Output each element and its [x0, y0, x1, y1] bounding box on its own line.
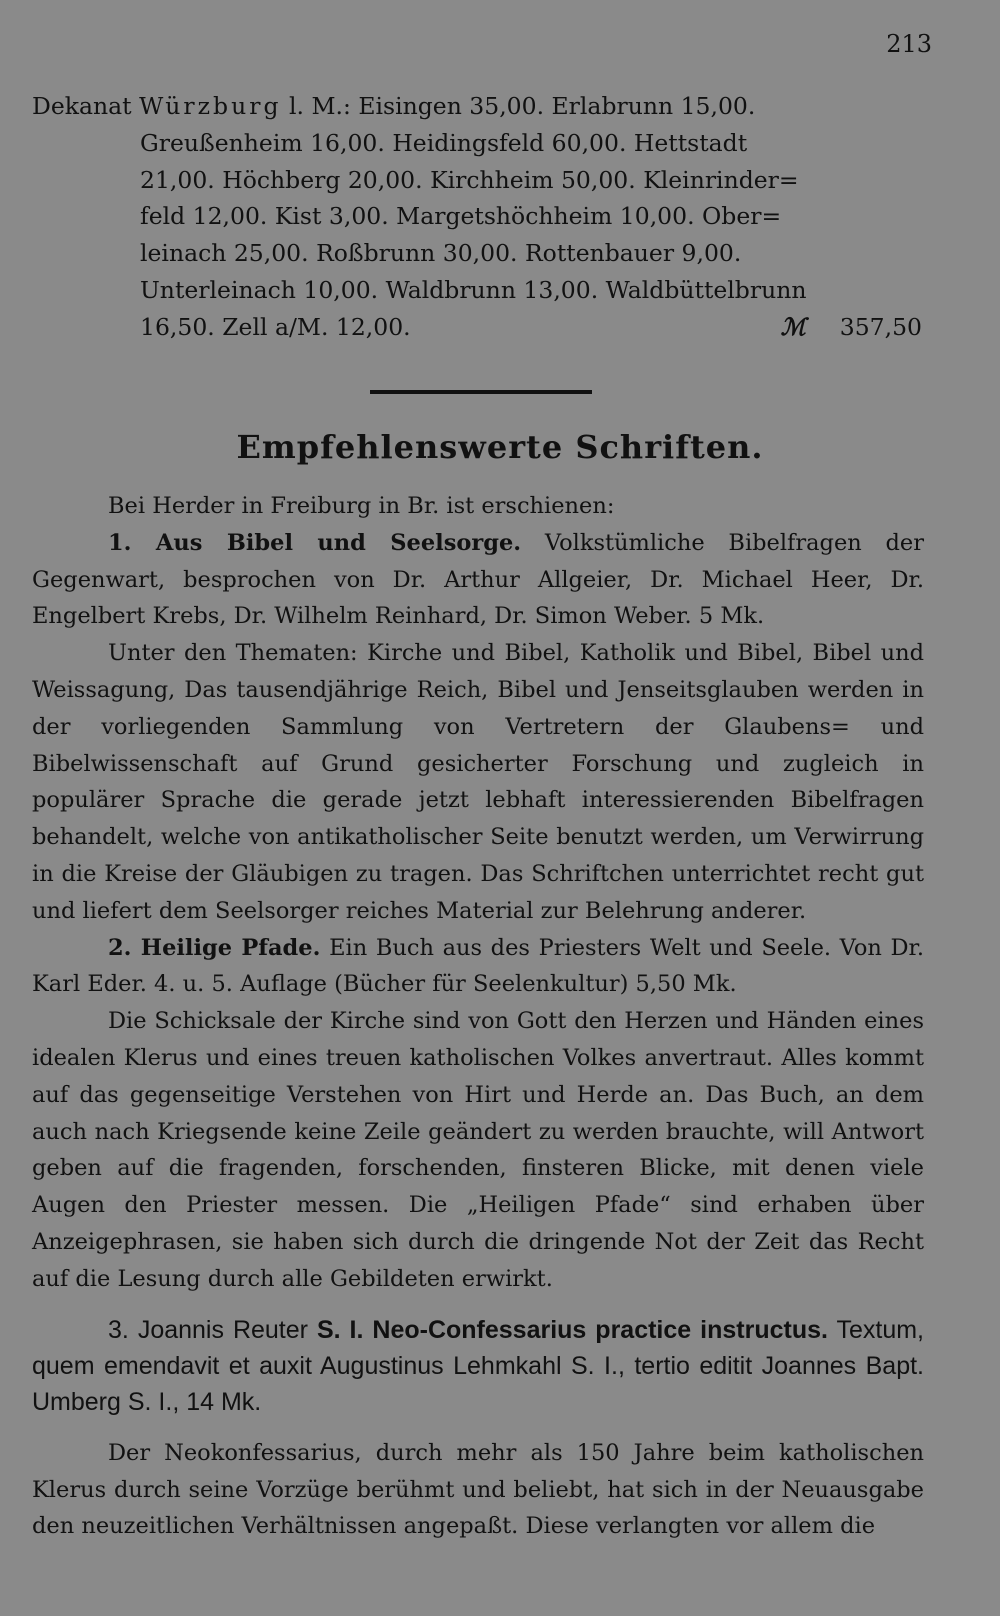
- publisher-intro: Bei Herder in Freiburg in Br. ist erschienen:: [108, 493, 615, 519]
- spacer: [32, 1421, 924, 1435]
- deanery-first-line: [32, 88, 922, 125]
- deanery-donations: [32, 88, 922, 346]
- item-2-entry: [32, 930, 924, 1004]
- deanery-line: Greußenheim 16,00. Heidingsfeld 60,00. Hettstadt: [140, 128, 748, 157]
- deanery-last-line: [32, 309, 922, 346]
- item-3-description: Der Neokonfessarius, durch mehr als 150 Jahre beim katholischen Klerus durch seine Vorzüge berühmt und beliebt, hat sich in der Neuausgabe den neuzeitlichen Verhältnissen angepaßt. Diese verlangten vor allem die: [32, 1439, 924, 1540]
- spacer: [32, 1298, 924, 1312]
- deanery-suffix: l. M.:: [288, 92, 351, 120]
- mark-symbol: ℳ: [780, 312, 806, 341]
- item-2-description: Die Schicksale der Kirche sind von Gott den Herzen und Händen eines idealen Klerus und eines treuen katholischen Volkes anvertraut. Alles kommt auf das gegenseitige Verstehen von Hirt und Herde an. Das Buch, an dem auch nach Kriegsende keine Zeile geändert zu werden brauchte, will Antwort geben auf die fragenden, forschenden, finsteren Blicke, mit denen viele Augen den Priester messen. Die „Heiligen Pfade“ sind erhaben über Anzeigephrasen, sie haben sich durch die dringende Not der Zeit das Recht auf die Lesung durch alle Gebildeten erwirkt.: [32, 1008, 924, 1292]
- item-3-number: 3. Joannis Reuter: [108, 1315, 308, 1344]
- page-number: 213: [886, 30, 932, 58]
- section-divider: [370, 390, 592, 394]
- item-1-details: Volkstümliche Bibelfragen der Gegenwart, besprochen von Dr. Arthur Allgeier, Dr. Michael Heer, Dr. Engelbert Krebs, Dr. Wilhelm Reinhard, Dr. Simon Weber. 5 Mk.: [32, 529, 924, 630]
- item-2-title: 2. Heilige Pfade.: [108, 934, 321, 961]
- recommendations-body: [32, 488, 924, 1545]
- item-2-details: Ein Buch aus des Priesters Welt und Seele. Von Dr. Karl Eder. 4. u. 5. Auflage (Bücher für Seelenkultur) 5,50 Mk.: [32, 934, 924, 998]
- deanery-line: leinach 25,00. Roßbrunn 30,00. Rottenbauer 9,00.: [140, 239, 742, 268]
- item-3-title: S. I. Neo-Confessarius practice instructus.: [316, 1315, 828, 1344]
- item-3-details: Textum, quem emendavit et auxit Augustinus Lehmkahl S. I., tertio editit Joannes Bapt. Umberg S. I., 14 Mk.: [32, 1315, 924, 1417]
- total-amount: 357,50: [839, 312, 922, 341]
- deanery-line: 21,00. Höchberg 20,00. Kirchheim 50,00. Kleinrinder=: [140, 165, 799, 194]
- item-1-title: 1. Aus Bibel und Seelsorge.: [108, 529, 522, 556]
- deanery-last-text: 16,50. Zell a/M. 12,00.: [140, 312, 411, 341]
- item-1-entry: [32, 525, 924, 635]
- deanery-name: Würzburg: [139, 92, 282, 120]
- item-1-description: Unter den Thematen: Kirche und Bibel, Katholik und Bibel, Bibel und Weissagung, Das tausendjährige Reich, Bibel und Jenseitsglauben werden in der vorliegenden Sammlung von Vertretern der Glaubens= und Bibelwissenschaft auf Grund gesicherter Forschung und zugleich in populärer Sprache die gerade jetzt lebhaft interessierenden Bibelfragen behandelt, welche von antikatholischer Seite benutzt werden, um Verwirrung in die Kreise der Gläubigen zu tragen. Das Schriftchen unterrichtet recht gut und liefert dem Seelsorger reiches Material zur Belehrung anderer.: [32, 640, 924, 924]
- deanery-label: Dekanat: [32, 92, 132, 120]
- deanery-line-rest: Eisingen 35,00. Erlabrunn 15,00.: [358, 92, 756, 120]
- section-heading: Empfehlenswerte Schriften.: [236, 428, 764, 466]
- item-3-entry: [32, 1312, 924, 1421]
- deanery-line: Unterleinach 10,00. Waldbrunn 13,00. Waldbüttelbrunn: [140, 275, 807, 304]
- deanery-line: feld 12,00. Kist 3,00. Margetshöchheim 10,00. Ober=: [140, 202, 782, 231]
- deanery-total: [781, 309, 922, 346]
